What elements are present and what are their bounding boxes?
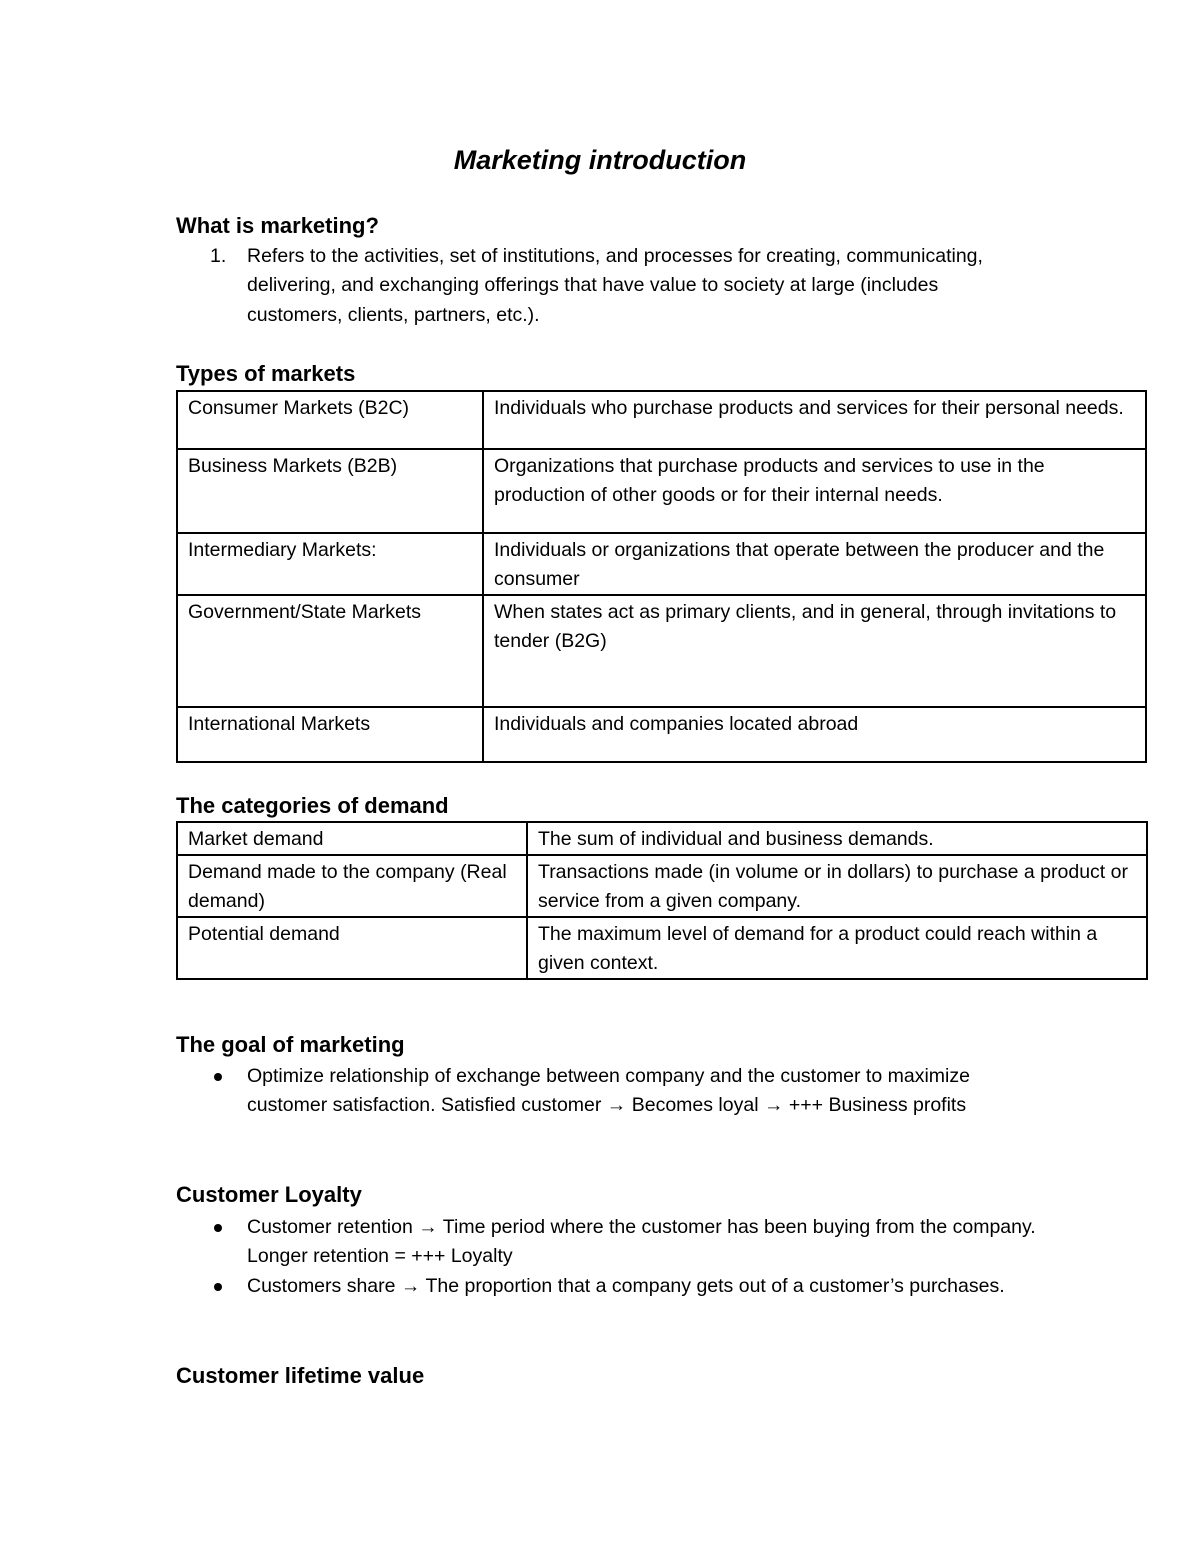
market-definition-cell: Individuals who purchase products and services for their personal needs.	[483, 391, 1146, 449]
market-definition-cell: Organizations that purchase products and services to use in the production of other goods or for their internal needs.	[483, 449, 1146, 533]
table-row	[177, 449, 1146, 533]
bullet-text: Customers share → The proportion that a company gets out of a customer’s purchases.	[247, 1274, 1005, 1297]
bullet-text: Optimize relationship of exchange between company and the customer to maximize customer satisfaction. Satisfied customer → Becomes loyal → +++ Business profits	[247, 1065, 970, 1117]
list-item	[176, 1272, 1036, 1301]
bullet-icon	[214, 1283, 222, 1291]
market-type-cell: Business Markets (B2B)	[177, 449, 483, 533]
bullet-icon	[214, 1073, 222, 1081]
heading-categories-of-demand: The categories of demand	[176, 793, 449, 818]
table-row	[177, 822, 1147, 855]
market-definition-cell: Individuals and companies located abroad	[483, 707, 1146, 762]
demand-definition-cell: Transactions made (in volume or in dollars) to purchase a product or service from a given company.	[527, 855, 1147, 917]
heading-goal-of-marketing: The goal of marketing	[176, 1032, 405, 1057]
table-row	[177, 533, 1146, 595]
numbered-list	[176, 242, 1036, 330]
table-row	[177, 595, 1146, 707]
market-type-cell: Intermediary Markets:	[177, 533, 483, 595]
loyalty-bullet-list	[176, 1213, 1036, 1301]
heading-types-of-markets: Types of markets	[176, 361, 356, 386]
heading-customer-loyalty: Customer Loyalty	[176, 1182, 362, 1207]
table-row	[177, 391, 1146, 449]
demand-type-cell: Demand made to the company (Real demand)	[177, 855, 527, 917]
demand-definition-cell: The maximum level of demand for a product could reach within a given context.	[527, 917, 1147, 979]
market-type-cell: Government/State Markets	[177, 595, 483, 707]
list-item	[176, 1062, 1036, 1121]
page-title: Marketing introduction	[453, 145, 747, 175]
table-row	[177, 707, 1146, 762]
list-item	[176, 1213, 1036, 1272]
market-type-cell: International Markets	[177, 707, 483, 762]
list-item-text: Refers to the activities, set of institutions, and processes for creating, communicating, delivering, and exchanging offerings that have value to society at large (includes customers, clients, partners, etc.).	[247, 245, 983, 326]
heading-what-is-marketing: What is marketing?	[176, 213, 379, 238]
demand-type-cell: Potential demand	[177, 917, 527, 979]
bullet-icon	[214, 1224, 222, 1232]
demand-type-cell: Market demand	[177, 822, 527, 855]
demand-definition-cell: The sum of individual and business demands.	[527, 822, 1147, 855]
bullet-text: Customer retention → Time period where the customer has been buying from the company. Longer retention = +++ Loyalty	[247, 1216, 1036, 1268]
market-definition-cell: When states act as primary clients, and in general, through invitations to tender (B2G)	[483, 595, 1146, 707]
table-row	[177, 917, 1147, 979]
categories-of-demand-table	[176, 821, 1148, 980]
market-definition-cell: Individuals or organizations that operate between the producer and the consumer	[483, 533, 1146, 595]
goal-bullet-list	[176, 1062, 1036, 1121]
market-type-cell: Consumer Markets (B2C)	[177, 391, 483, 449]
types-of-markets-table	[176, 390, 1147, 763]
heading-customer-lifetime-value: Customer lifetime value	[176, 1363, 425, 1388]
table-row	[177, 855, 1147, 917]
list-number: 1.	[210, 245, 227, 267]
